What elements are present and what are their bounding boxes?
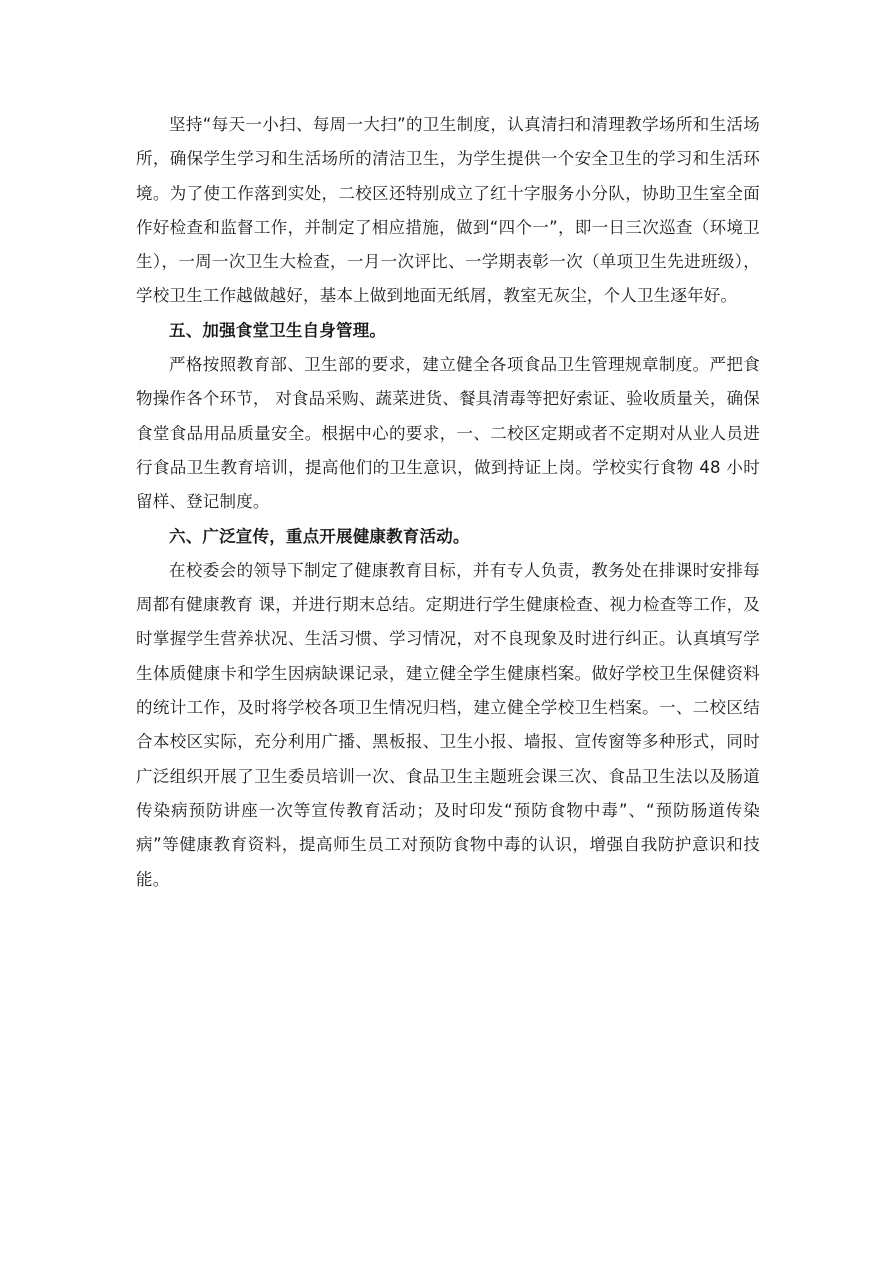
section-heading-5: 五、加强食堂卫生自身管理。 [169,320,387,340]
paragraph-health-education: 在校委会的领导下制定了健康教育目标，并有专人负责，教务处在排课时安排每周都有健康教育 课，并进行期末总结。定期进行学生健康检查、视力检查等工作，及时掌握学生营养状况、生活习惯、学习情况，对不良现象及时进行纠正。认真填写学生体质健康卡和学生因病缺课记录，建立健全学生健康档案。做好学校卫生保健资料的统计工作，及时将学校各项卫生情况归档，建立健全学校卫生档案。一、二校区结合本校区实际，充分利用广播、黑板报、卫生小报、墙报、宣传窗等多种形式，同时广泛组织开展了卫生委员培训一次、食品卫生主题班会课三次、食品卫生法以及肠道传染病预防讲座一次等宣传教育活动；及时印发“预防食物中毒”、“预防肠道传染病”等健康教育资料，提高师生员工对预防食物中毒的认识，增强自我防护意识和技能。 [136,560,760,889]
section-heading-6: 六、广泛宣传，重点开展健康教育活动。 [169,526,470,546]
paragraph-sanitation-system: 坚持“每天一小扫、每周一大扫”的卫生制度，认真清扫和清理教学场所和生活场所，确保学生学习和生活场所的清洁卫生，为学生提供一个安全卫生的学习和生活环境。为了使工作落到实处，二校区还特别成立了红十字服务小分队，协助卫生室全面作好检查和监督工作，并制定了相应措施，做到“四个一”，即一日三次巡查（环境卫生），一周一次卫生大检查，一月一次评比、一学期表彰一次（单项卫生先进班级），学校卫生工作越做越好，基本上做到地面无纸屑，教室无灰尘，个人卫生逐年好。 [136,115,760,306]
document-body [136,108,760,897]
paragraph-canteen-management: 严格按照教育部、卫生部的要求，建立健全各项食品卫生管理规章制度。严把食物操作各个环节， 对食品采购、蔬菜进货、餐具清毒等把好索证、验收质量关，确保食堂食品用品质量安全。根据中心的要求，一、二校区定期或者不定期对从业人员进行食品卫生教育培训，提高他们的卫生意识，做到持证上岗。学校实行食物 48 小时留样、登记制度。 [136,355,760,512]
